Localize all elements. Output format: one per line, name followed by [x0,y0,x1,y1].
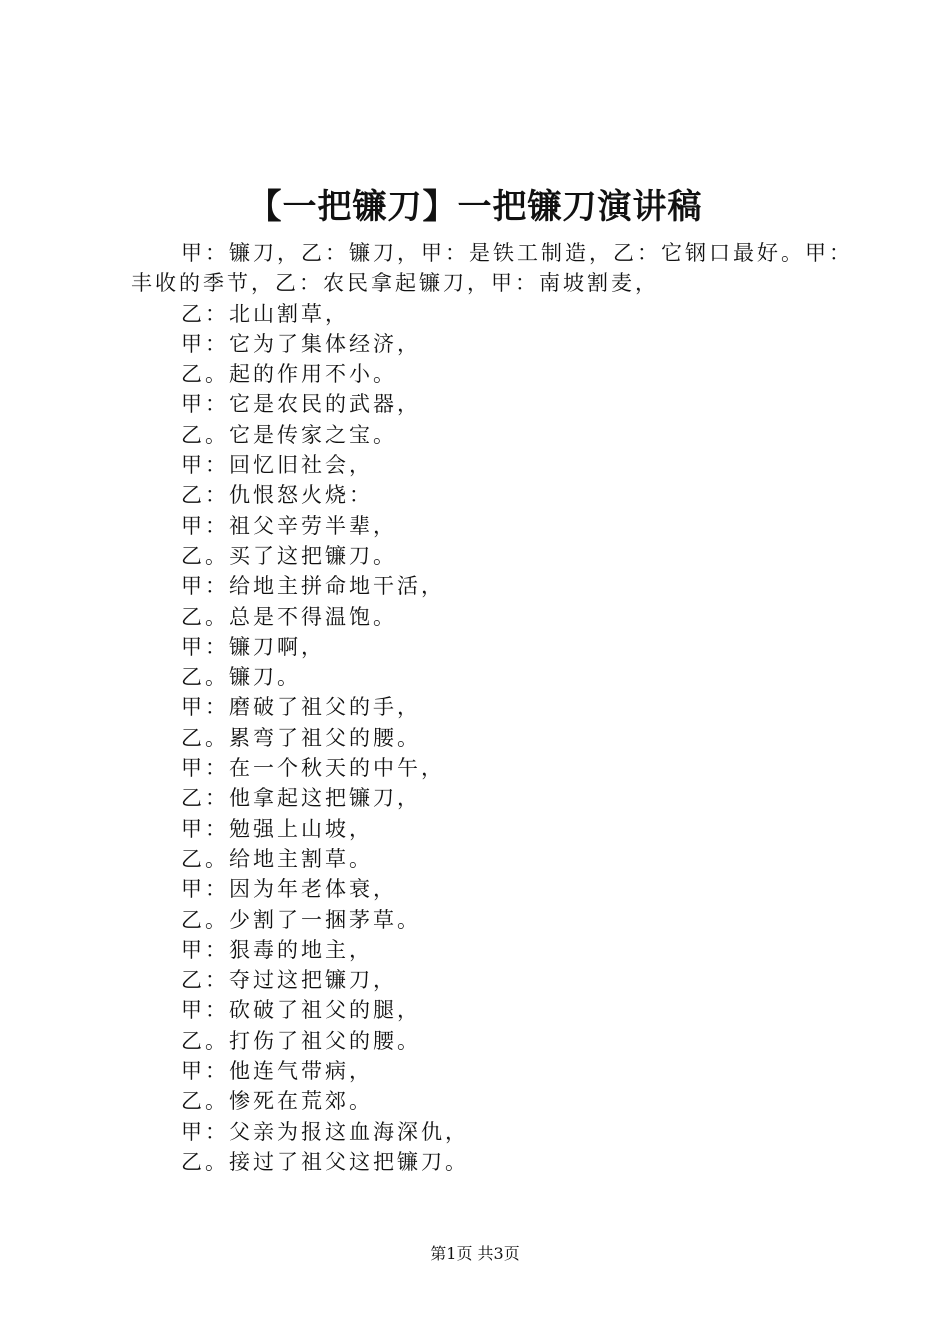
dialogue-line: 乙。总是不得温饱。 [181,604,397,629]
dialogue-line: 乙。少割了一捆茅草。 [181,907,421,932]
dialogue-line: 甲：砍破了祖父的腿， [181,998,421,1023]
dialogue-line: 甲：它是农民的武器， [181,392,421,417]
dialogue-line: 乙：北山割草， [181,301,349,326]
dialogue-line: 乙。给地主割草。 [181,846,373,871]
dialogue-line: 甲：在一个秋天的中午， [181,756,445,781]
dialogue-line: 乙：夺过这把镰刀， [181,968,397,993]
dialogue-line: 甲：父亲为报这血海深仇， [181,1119,469,1144]
dialogue-line: 乙。累弯了祖父的腰。 [181,725,421,750]
dialogue-line: 乙。它是传家之宝。 [181,422,397,447]
dialogue-line: 乙。镰刀。 [181,665,301,690]
dialogue-line: 乙。打伤了祖父的腰。 [181,1028,421,1053]
dialogue-line: 甲：祖父辛劳半辈， [181,513,397,538]
intro-paragraph: 甲：镰刀，乙：镰刀，甲：是铁工制造，乙：它钢口最好。甲：丰收的季节，乙：农民拿起镰刀，甲：南坡割麦， [131,241,853,296]
dialogue-line: 甲：狠毒的地主， [181,937,373,962]
document-title: 【一把镰刀】一把镰刀演讲稿 [247,187,703,227]
dialogue-line: 甲：磨破了祖父的手， [181,695,421,720]
dialogue-line: 甲：因为年老体衰， [181,877,397,902]
dialogue-line: 甲：它为了集体经济， [181,331,421,356]
dialogue-line: 甲：他连气带病， [181,1059,373,1084]
dialogue-line: 乙。惨死在荒郊。 [181,1089,373,1114]
dialogue-line: 甲：勉强上山坡， [181,816,373,841]
dialogue-line: 甲：镰刀啊， [181,634,325,659]
document-body [131,238,861,1177]
dialogue-line: 甲：回忆旧社会， [181,453,373,478]
dialogue-line: 乙：他拿起这把镰刀， [181,786,421,811]
dialogue-lines [131,299,861,1178]
dialogue-line: 乙。起的作用不小。 [181,362,397,387]
dialogue-line: 甲：给地主拼命地干活， [181,574,445,599]
page-footer: 第1页 共3页 [430,1244,520,1263]
dialogue-line: 乙：仇恨怒火烧： [181,483,373,508]
dialogue-line: 乙。买了这把镰刀。 [181,543,397,568]
dialogue-line: 乙。接过了祖父这把镰刀。 [181,1149,469,1174]
